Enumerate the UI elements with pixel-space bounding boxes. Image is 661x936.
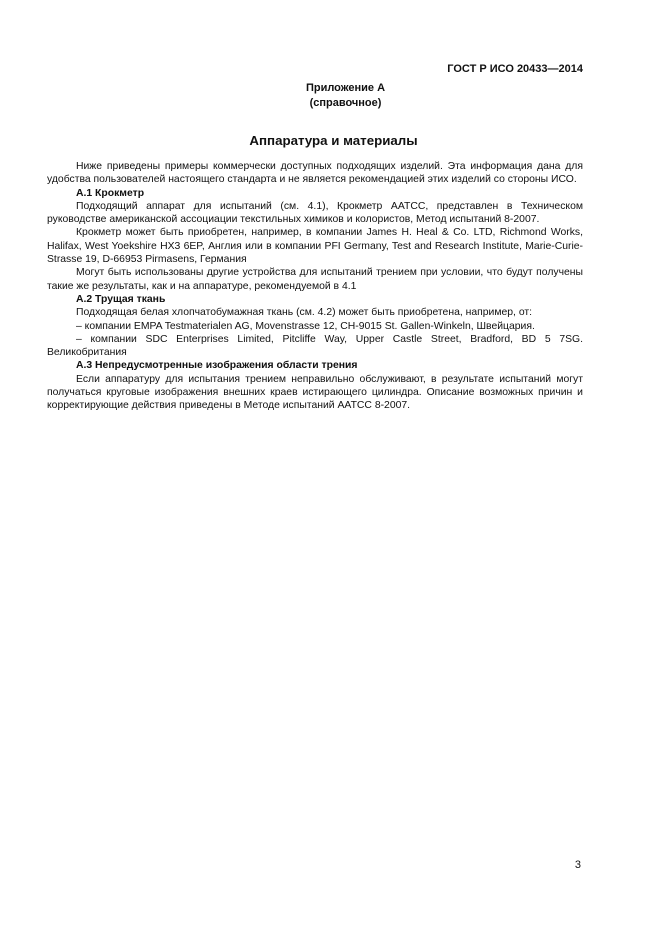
- annex-heading: [0, 81, 661, 111]
- annex-title: Приложение А: [305, 82, 386, 94]
- a1-paragraph-1: Подходящий аппарат для испытаний (см. 4.1), Крокметр AATCC, представлен в Техническом руководстве американской ассоциации текстильных химиков и колористов, Метод испытаний 8-2007.: [47, 200, 583, 226]
- a2-list-item-1: – компании EMPA Testmaterialen AG, Movenstrasse 12, CH-9015 St. Gallen-Winkeln, Швейцария.: [76, 320, 535, 332]
- a1-heading: А.1 Крокметр: [76, 187, 145, 199]
- a1-paragraph-3: Могут быть использованы другие устройства для испытаний трением при условии, что будут получены такие же результаты, как и на аппаратуре, рекомендуемой в 4.1: [47, 267, 583, 292]
- a2-heading: А.2 Трущая ткань: [76, 293, 166, 305]
- a3-heading: А.3 Непредусмотренные изображения области трения: [76, 360, 358, 372]
- a1-paragraph-2: Крокметр может быть приобретен, например, в компании James H. Heal & Co. LTD, Richmond Works, Halifax, West Yoekshire HX3 6EP, Англия или в компании PFI Germany, Test and Research Institute, Marie-Curie-Strasse 19, D-66953 Pirmasens, Германия: [47, 227, 583, 266]
- document-body: [47, 160, 583, 413]
- page-number: 3: [574, 859, 581, 871]
- a2-list-item-2: – компании SDC Enterprises Limited, Pitcliffe Way, Upper Castle Street, Bradford, BD 5 7SG. Великобритания: [47, 333, 583, 359]
- intro-paragraph: Ниже приведены примеры коммерчески доступных подходящих изделий. Эта информация дана для удобства пользователей настоящего стандарта и не является рекомендацией этих изделий со стороны ИСО.: [47, 161, 583, 186]
- a2-paragraph-1: Подходящая белая хлопчатобумажная ткань (см. 4.2) может быть приобретена, например, от:: [76, 307, 533, 319]
- a3-paragraph-1: Если аппаратуру для испытания трением неправильно обслуживают, в результате испытаний могут получаться круговые изображения внешних краев истирающего цилиндра. Описание возможных причин и корректирующие действия приведены в Методе испытаний AATCC 8-2007.: [47, 373, 583, 412]
- standard-number: ГОСТ Р ИСО 20433—2014: [447, 63, 583, 75]
- section-title: Аппаратура и материалы: [249, 133, 418, 148]
- annex-type: (справочное): [309, 97, 382, 109]
